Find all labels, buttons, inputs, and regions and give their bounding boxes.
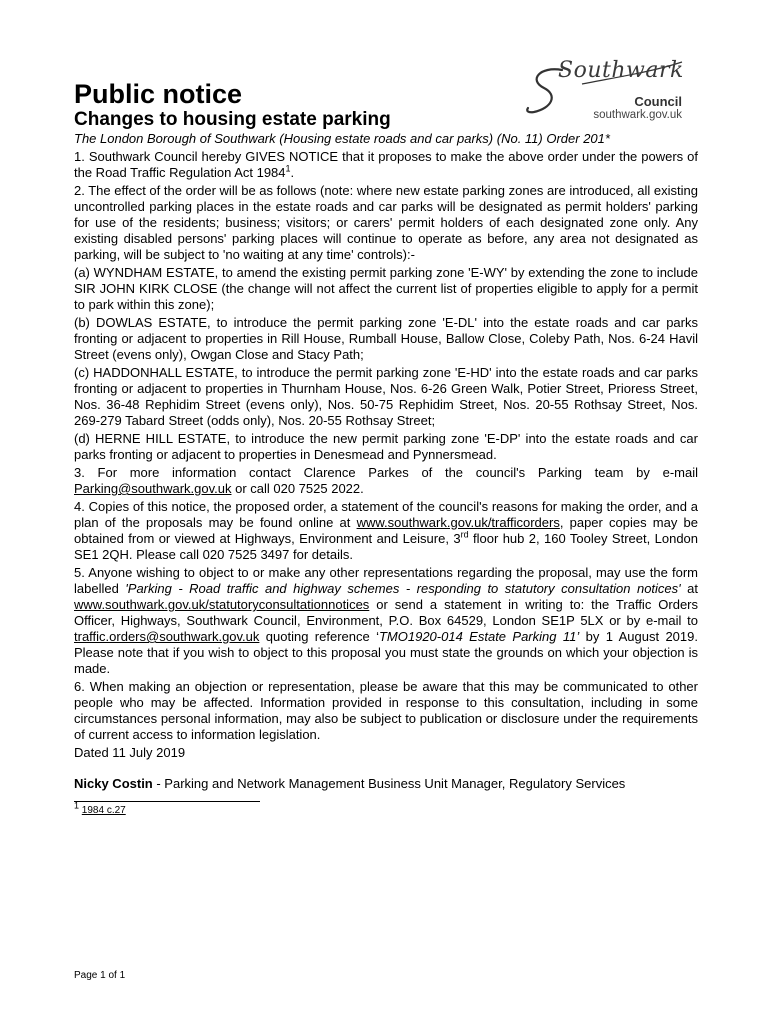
page-number: Page 1 of 1	[74, 970, 126, 981]
footnote-text: 1984 c.27	[81, 805, 126, 816]
ordinal-sup: rd	[460, 529, 469, 540]
paragraph-5	[74, 565, 698, 677]
traffic-orders-email-link[interactable]: traffic.orders@southwark.gov.uk	[74, 629, 260, 644]
paragraph-5-at: at	[680, 581, 698, 596]
footnote-marker: 1	[74, 800, 80, 811]
logo-wordmark: Southwark	[558, 58, 684, 83]
traffic-orders-link[interactable]: www.southwark.gov.uk/trafficorders	[356, 515, 560, 530]
paragraph-4	[74, 499, 698, 563]
paragraph-b: (b) DOWLAS ESTATE, to introduce the permit parking zone 'E-DL' into the estate roads and car parks fronting or adjacent to properties in Rill House, Rumball House, Ballow Close, Coleby Path, Nos. 6-24 Havil Street (evens only), Owgan Close and Stacy Path;	[74, 315, 698, 362]
paragraph-1	[74, 149, 698, 181]
paragraph-4-text: 4. Copies of this notice, the proposed order, a statement of the council's reasons for making the order, and a plan of the proposals may be found online at	[74, 499, 698, 530]
footnote-divider	[74, 801, 260, 802]
notice-body	[74, 149, 698, 763]
signoff-role: - Parking and Network Management Business Unit Manager, Regulatory Services	[152, 776, 626, 791]
paragraph-5-text: 5. Anyone wishing to object to or make any other representations regarding the proposal, may use the form labelled	[74, 565, 698, 596]
reference-code: TMO1920-014 Estate Parking 11’	[378, 629, 580, 644]
paragraph-1-end: .	[290, 165, 295, 180]
southwark-council-logo	[522, 56, 692, 126]
signoff-name: Nicky Costin	[74, 776, 153, 791]
footnote-ref: 1	[285, 163, 291, 174]
paragraph-5-end: by 1 August 2019. Please note that if you wish to object to this proposal you must state the grounds on which your objection is made.	[74, 629, 698, 676]
consultation-link[interactable]: www.southwark.gov.uk/statutoryconsultationnotices	[74, 597, 370, 612]
paragraph-3-end: or call 020 7525 2022.	[231, 481, 364, 496]
form-name: 'Parking - Road traffic and highway schemes - responding to statutory consultation notices'	[125, 581, 681, 596]
paragraph-d: (d) HERNE HILL ESTATE, to introduce the new permit parking zone 'E-DP' into the estate roads and car parks fronting or adjacent to properties in Denesmead and Pynnersmead.	[74, 431, 698, 462]
paragraph-4-mid: , paper copies may be obtained from or viewed at Highways, Environment and Leisure, 3	[74, 515, 698, 546]
paragraph-a: (a) WYNDHAM ESTATE, to amend the existing permit parking zone 'E-WY' by extending the zone to include SIR JOHN KIRK CLOSE (the change will not affect the current list of properties eligible to apply for a permit to park within this zone);	[74, 265, 698, 312]
page-subtitle: Changes to housing estate parking	[74, 109, 391, 130]
paragraph-2: 2. The effect of the order will be as follows (note: where new estate parking zones are introduced, all existing uncontrolled parking places in the estate roads and car parks will be designated as permit holders' parking for use of the residents; business; visitors; or carers' permit holders of each designated zone only. Any existing disabled persons' parking places will continue to operate as before, any area not designated as parking, will be subject to 'no waiting at any time' controls):-	[74, 183, 698, 262]
paragraph-6: 6. When making an objection or representation, please be aware that this may be communicated to other people who may be affected. Information provided in response to this consultation, including in some circumstances personal information, may also be subject to publication or disclosure under the requirements of current access to information legislation.	[74, 679, 698, 742]
logo-site: southwark.gov.uk	[593, 109, 682, 121]
paragraph-c: (c) HADDONHALL ESTATE, to introduce the permit parking zone 'E-HD' into the estate roads and car parks fronting or adjacent to properties in Thurnham House, Nos. 6-26 Green Walk, Potier Street, Prioress Street, Nos. 36-48 Rephidim Street (evens only), Nos. 50-75 Rephidim Street, Nos. 20-55 Rothsay Street, Nos. 269-279 Tabard Street (odds only), Nos. 20-55 Rothsay Street;	[74, 365, 698, 428]
order-title: The London Borough of Southwark (Housing estate roads and car parks) (No. 11) Order 201*	[74, 131, 610, 146]
paragraph-3-text: 3. For more information contact Clarence Parkes of the council's Parking team by e-mail	[74, 465, 698, 480]
page-title: Public notice	[74, 79, 243, 109]
paragraph-5-address: or send a statement in writing to: the Traffic Orders Officer, Highways, Southwark Council, Environment, P.O. Box 64529, London SE1P 5LX or by e-mail to	[74, 597, 698, 628]
paragraph-3	[74, 465, 698, 497]
logo-council: Council	[634, 94, 682, 109]
parking-email-link[interactable]: Parking@southwark.gov.uk	[74, 481, 232, 496]
paragraph-5-quoting: quoting reference ‘	[259, 629, 379, 644]
dated-line: Dated 11 July 2019	[74, 745, 186, 760]
paragraph-4-end: floor hub 2, 160 Tooley Street, London SE1 2QH. Please call 020 7525 3497 for details.	[74, 531, 699, 562]
paragraph-1-text: 1. Southwark Council hereby GIVES NOTICE that it proposes to make the above order under the powers of the Road Traffic Regulation Act 1984	[74, 149, 698, 180]
footnote	[74, 800, 126, 817]
signoff	[74, 776, 698, 792]
